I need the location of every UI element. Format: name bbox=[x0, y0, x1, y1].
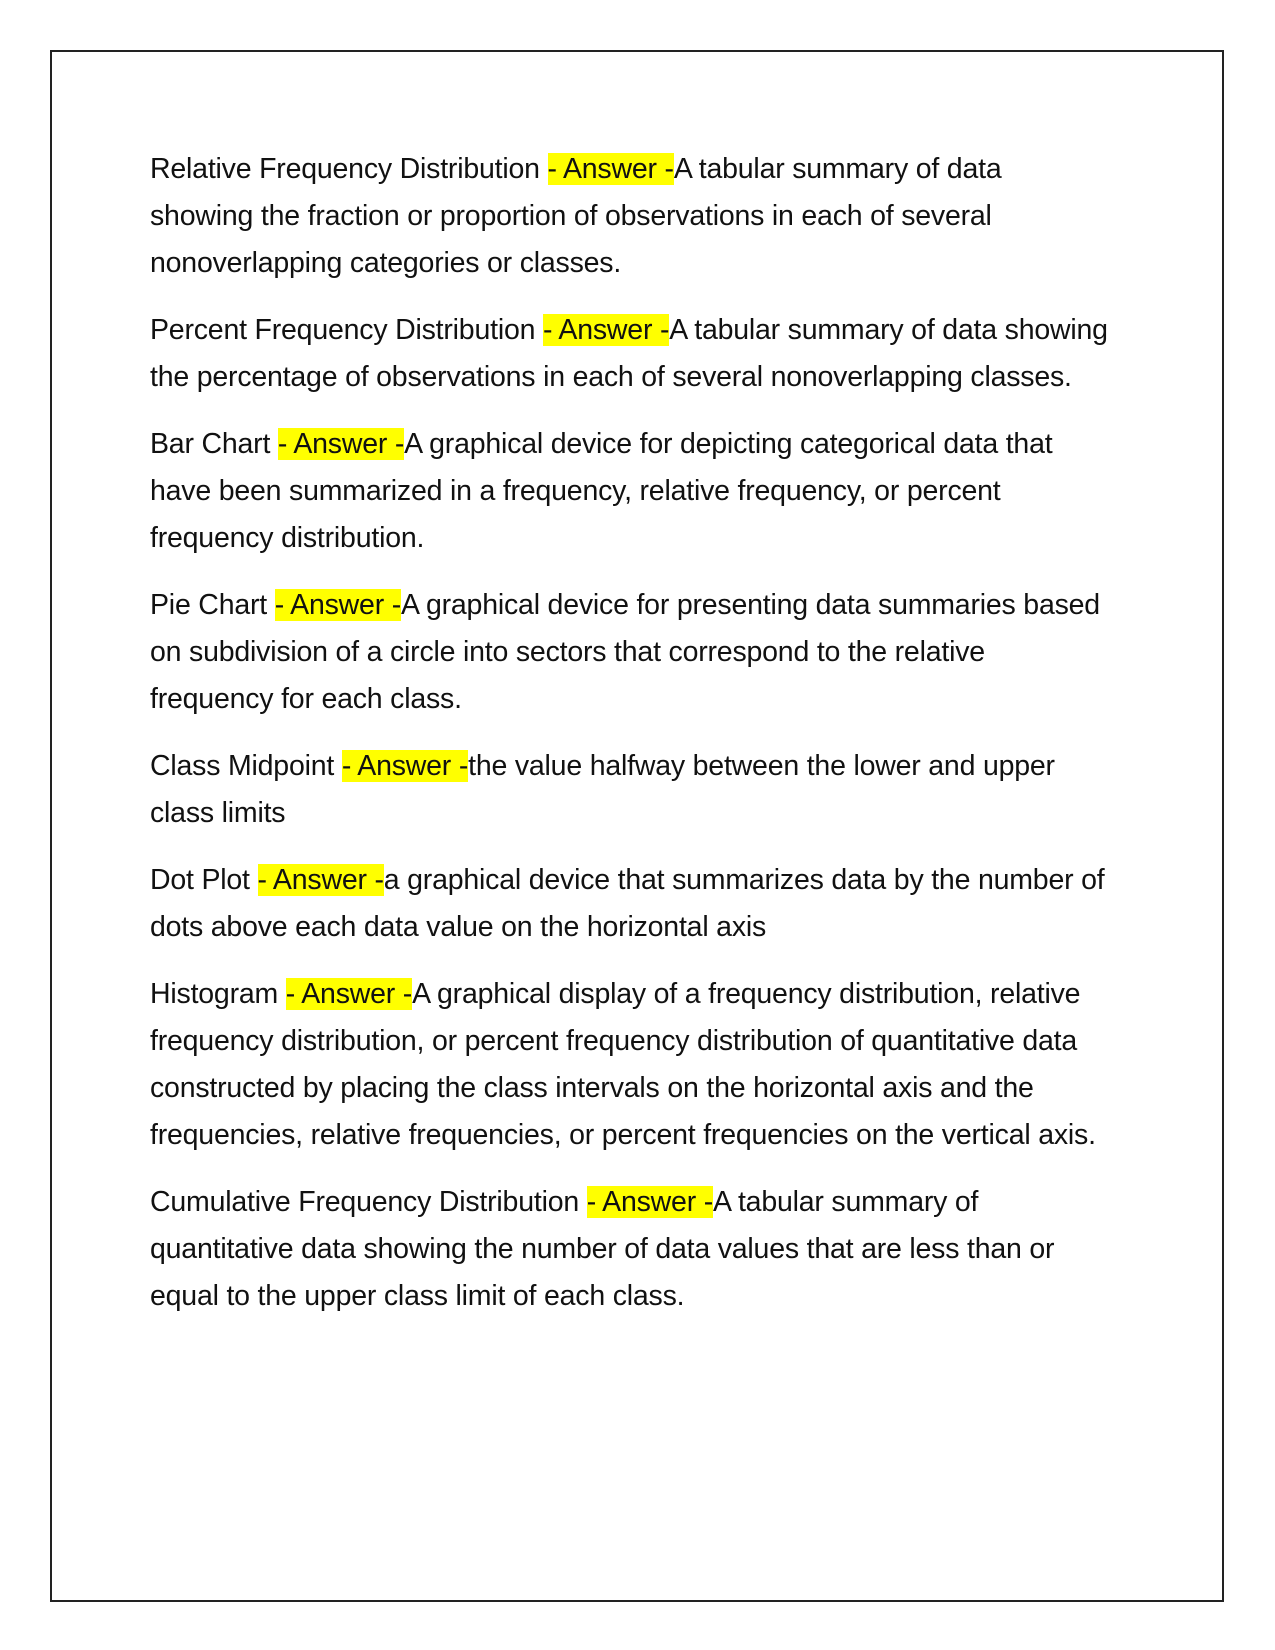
entry-term: Dot Plot bbox=[150, 864, 250, 896]
entry-term: Pie Chart bbox=[150, 589, 268, 621]
answer-marker: - Answer - bbox=[341, 750, 469, 782]
entry-relative-frequency-distribution bbox=[150, 146, 1110, 287]
entry-definition: A tabular summary of data showing the fraction or proportion of observations in each of several nonoverlapping categories or classes. bbox=[150, 153, 1002, 279]
entry-definition: A graphical device for presenting data summaries based on subdivision of a circle into sectors that correspond to the relative frequency for each class. bbox=[150, 589, 1100, 715]
entry-definition: A tabular summary of data showing the percentage of observations in each of several nonoverlapping classes. bbox=[150, 314, 1108, 393]
entry-definition: A tabular summary of quantitative data showing the number of data values that are less than or equal to the upper class limit of each class. bbox=[150, 1186, 1055, 1312]
entry-class-midpoint bbox=[150, 743, 1110, 837]
entry-percent-frequency-distribution bbox=[150, 307, 1110, 401]
answer-marker: - Answer - bbox=[285, 978, 413, 1010]
entry-term: Percent Frequency Distribution bbox=[150, 314, 536, 346]
entry-dot-plot bbox=[150, 857, 1110, 951]
entry-bar-chart bbox=[150, 421, 1110, 562]
entry-definition: A graphical device for depicting categorical data that have been summarized in a frequency, relative frequency, or percent frequency distribution. bbox=[150, 428, 1053, 554]
answer-marker: - Answer - bbox=[277, 428, 405, 460]
answer-marker: - Answer - bbox=[586, 1186, 713, 1218]
entry-term: Cumulative Frequency Distribution bbox=[150, 1186, 579, 1218]
entry-term: Bar Chart bbox=[150, 428, 271, 460]
answer-marker: - Answer - bbox=[257, 864, 384, 896]
entry-term: Histogram bbox=[150, 978, 279, 1010]
answer-marker: - Answer - bbox=[542, 314, 670, 346]
answer-marker: - Answer - bbox=[547, 153, 674, 185]
entry-definition: the value halfway between the lower and upper class limits bbox=[150, 750, 1055, 829]
entry-definition: A graphical display of a frequency distribution, relative frequency distribution, or percent frequency distribution of quantitative data constructed by placing the class intervals on the horizontal axis and the frequencies, relative frequencies, or percent frequencies on the vertical axis. bbox=[150, 978, 1096, 1151]
entry-term: Relative Frequency Distribution bbox=[150, 153, 540, 185]
flashcard-list bbox=[150, 146, 1110, 1340]
entry-pie-chart bbox=[150, 582, 1110, 723]
entry-cumulative-frequency-distribution bbox=[150, 1179, 1110, 1320]
entry-histogram bbox=[150, 971, 1110, 1159]
entry-term: Class Midpoint bbox=[150, 750, 335, 782]
entry-definition: a graphical device that summarizes data by the number of dots above each data value on the horizontal axis bbox=[150, 864, 1105, 943]
answer-marker: - Answer - bbox=[274, 589, 402, 621]
